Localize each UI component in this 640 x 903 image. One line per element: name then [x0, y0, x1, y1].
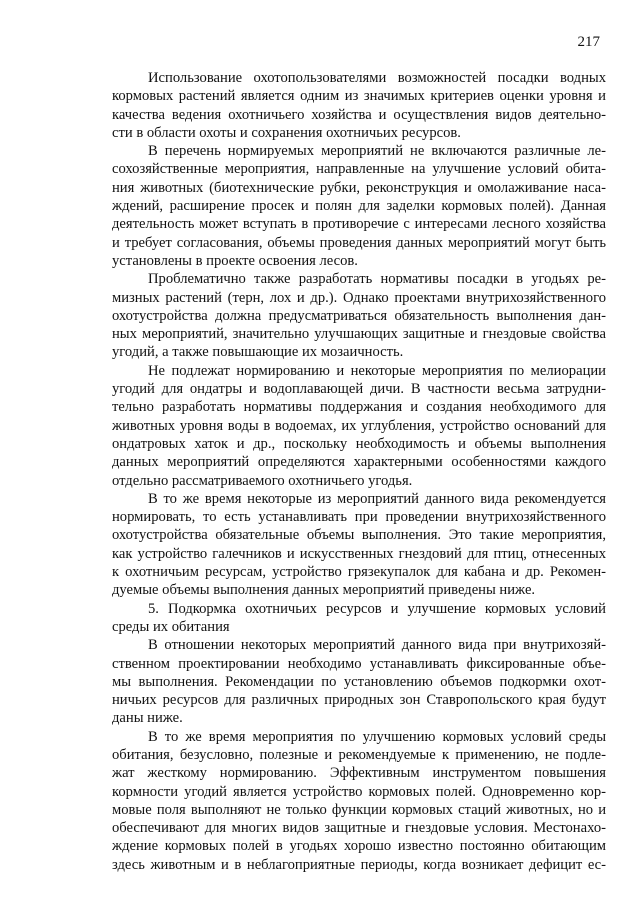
text-line: ждение кормовых полей в угодьях хорошо известно постоянно обитающим	[112, 838, 606, 855]
paragraph	[112, 270, 606, 361]
text-line: ничьих ресурсов для различных природных зон Ставропольского края будут	[112, 692, 606, 709]
text-line: кормности угодий является устройство кормовых полей. Одновременно кор-	[112, 783, 606, 800]
text-line: нормировать, то есть устанавливать при проведении внутрихозяйственного	[112, 509, 606, 526]
paragraph	[112, 69, 606, 142]
text-line: кормовых растений является одним из значимых критериев оценки уровня и	[112, 88, 606, 105]
text-line: 5. Подкормка охотничьих ресурсов и улучшение кормовых условий	[148, 600, 606, 617]
text-line: и требует согласования, объемы проведения данных мероприятий могут быть	[112, 234, 606, 251]
text-line: Не подлежат нормированию и некоторые мероприятия по мелиорации	[148, 362, 606, 379]
text-line: В то же время мероприятия по улучшению кормовых условий среды	[148, 728, 606, 745]
text-line: Использование охотопользователями возможностей посадки водных	[148, 70, 606, 86]
text-line: тельно разработать нормативы поддержания и создания необходимого для	[112, 399, 606, 416]
text-line: мы выполнения. Рекомендации по установлению объемов подкормки охот-	[112, 673, 606, 690]
text-line: сохозяйственные мероприятия, направленные на улучшение условий обита-	[112, 161, 606, 178]
text-line: даны ниже.	[112, 710, 183, 727]
text-line: среды их обитания	[112, 618, 230, 635]
text-line: охотустройства должна предусматриваться обязательность выполнения дан-	[112, 307, 606, 324]
text-line: жат жесткому нормированию. Эффективным инструментом повышения	[112, 765, 606, 782]
text-line: ственном проектировании необходимо устанавливать фиксированные объе-	[112, 655, 606, 672]
paragraph	[112, 142, 606, 270]
body-text	[112, 69, 606, 874]
paragraph	[112, 362, 606, 490]
text-line: данных мероприятий определяются характерными особенностями каждого	[112, 454, 606, 471]
text-line: животных уровня воды в водоемах, их углубления, устройство оснований для	[112, 417, 606, 434]
text-line: отдельно рассматриваемого охотничьего угодья.	[112, 472, 413, 489]
text-line: установлены в проекте освоения лесов.	[112, 252, 358, 269]
text-line: В перечень нормируемых мероприятий не включаются различные ле-	[148, 143, 606, 160]
text-line: ждений, расширение просек и полян для заделки кормовых полей). Данная	[112, 198, 606, 215]
paragraph	[112, 636, 606, 727]
text-line: здесь животным и в неблагоприятные периоды, когда возникает дефицит ес-	[112, 856, 606, 873]
text-line: угодий для ондатры и водоплавающей дичи. В частности весьма затрудни-	[112, 381, 606, 398]
paragraph	[112, 728, 606, 874]
text-line: В то же время некоторые из мероприятий данного вида рекомендуется	[148, 490, 606, 507]
text-line: качества ведения охотничьего хозяйства и осуществления видов деятельно-	[112, 106, 606, 123]
text-line: обитания, безусловно, полезные и рекомендуемые к применению, не подле-	[112, 746, 606, 763]
text-line: Проблематично также разработать нормативы посадки в угодьях ре-	[148, 271, 606, 288]
text-line: ния животных (биотехнические рубки, реконструкция и омолаживание наса-	[112, 179, 606, 196]
text-line: как устройство галечников и искусственных гнездовий для птиц, отнесенных	[112, 545, 606, 562]
text-line: угодий, а также повышающие их мозаичность.	[112, 344, 404, 361]
text-line: сти в области охоты и сохранения охотничьих ресурсов.	[112, 124, 461, 141]
text-line: к охотничьим ресурсам, устройство грязекупалок для кабана и др. Рекомен-	[112, 564, 606, 581]
text-line: охотустройства обязательные объемы выполнения. Это такие мероприятия,	[112, 527, 606, 544]
text-line: ных мероприятий, значительно улучшающих защитные и гнездовые свойства	[112, 326, 606, 343]
text-line: ондатровых хаток и др., поскольку необходимость и объемы выполнения	[112, 435, 606, 452]
page-number: 217	[577, 34, 600, 50]
text-line: дуемые объемы выполнения данных мероприятий приведены ниже.	[112, 582, 536, 599]
paragraph	[112, 490, 606, 600]
text-line: В отношении некоторых мероприятий данного вида при внутрихозяй-	[148, 637, 606, 654]
text-line: мизных растений (терн, лох и др.). Однако проектами внутрихозяйственного	[112, 289, 606, 306]
text-line: мовые поля выполняют не только функции кормовых стаций животных, но и	[112, 801, 606, 818]
paragraph	[112, 600, 606, 637]
text-line: деятельность может вступать в противоречие с интересами лесного хозяйства	[112, 216, 606, 233]
text-line: обеспечивают для многих видов защитные и гнездовые условия. Местонахо-	[112, 820, 606, 837]
